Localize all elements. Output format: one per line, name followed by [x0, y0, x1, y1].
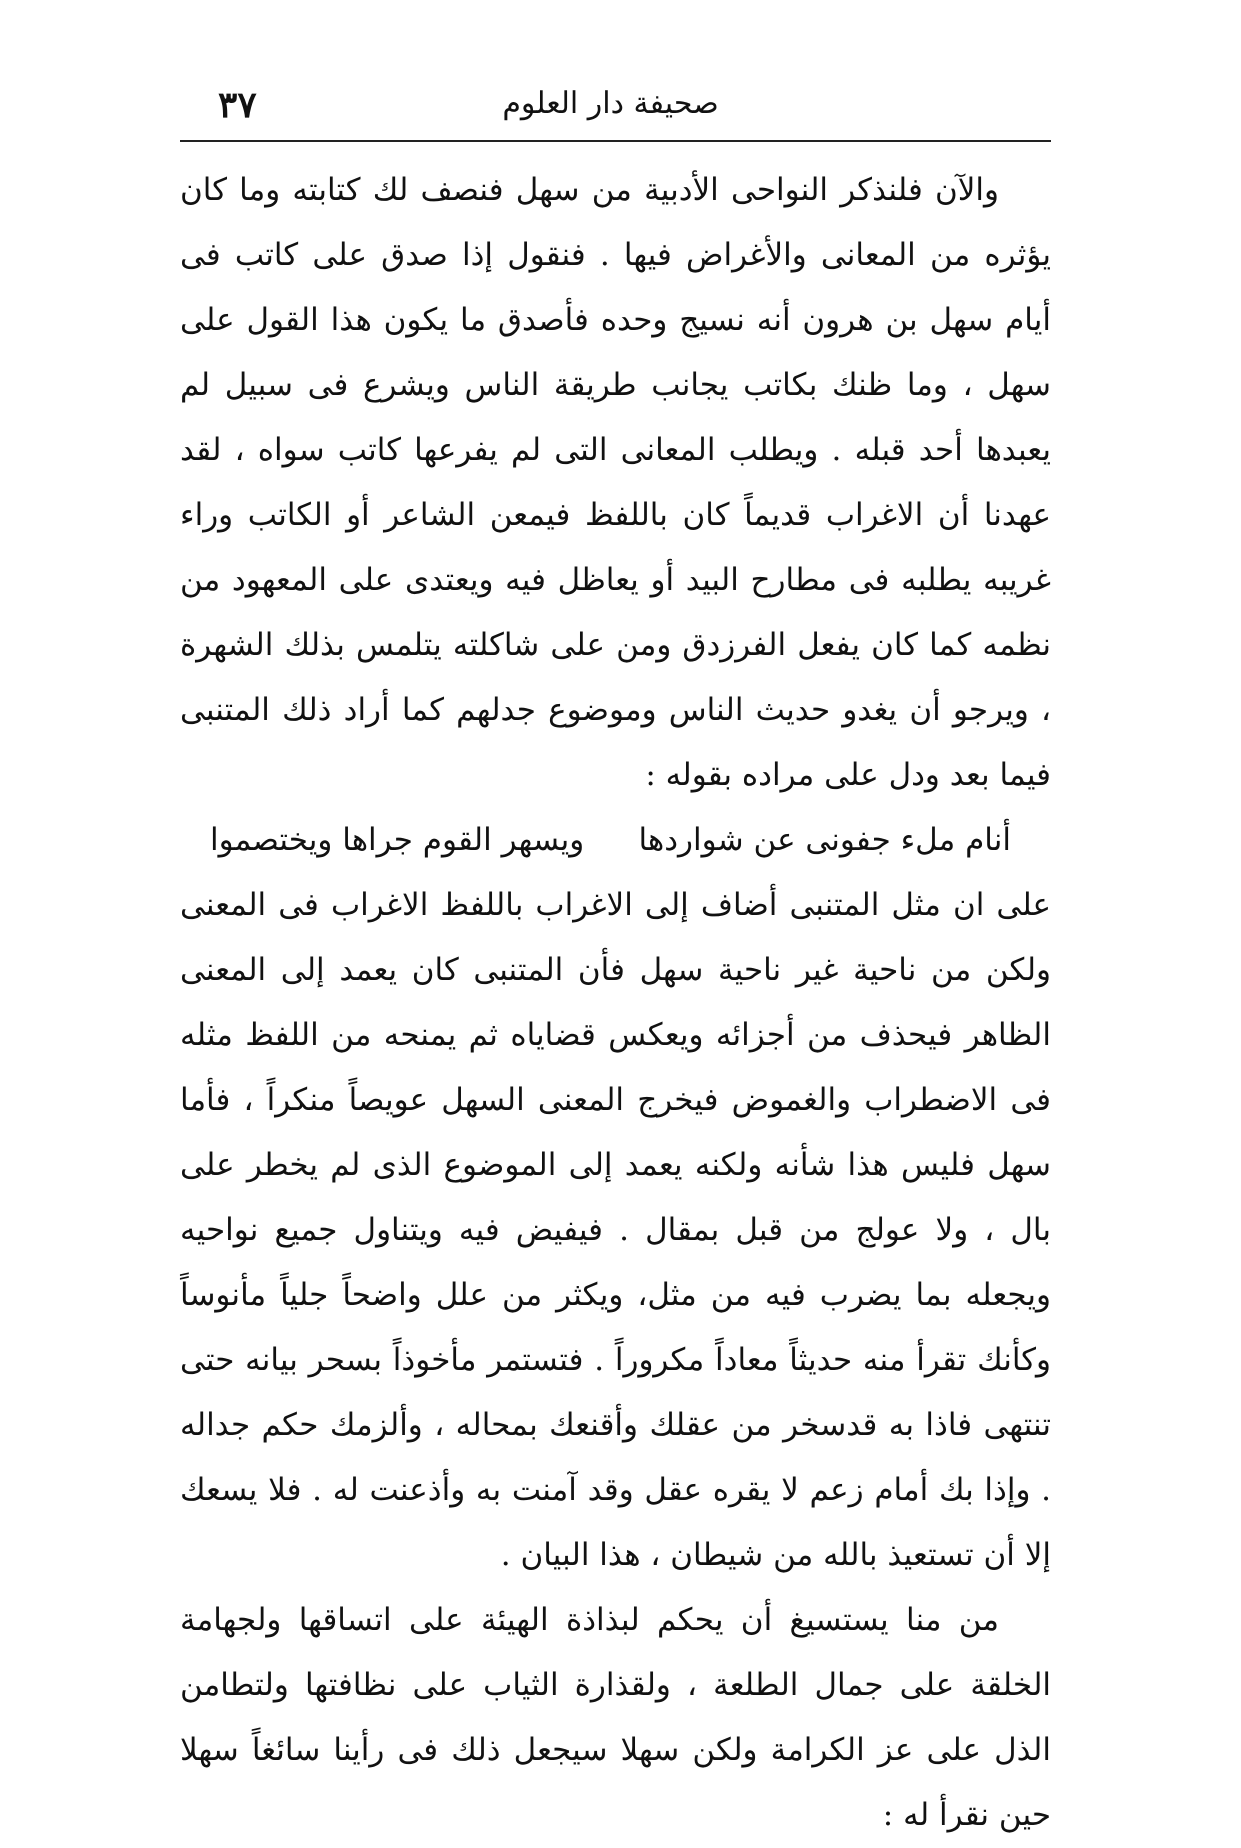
verse-second-hemistich: ويسهر القوم جراها ويختصموا	[210, 822, 585, 858]
paragraph: على ان مثل المتنبى أضاف إلى الاغراب باللفظ الاغراب فى المعنى ولكن من ناحية غير ناحية سهل فأن المتنبى كان يعمد إلى المعنى الظاهر فيحذف من أجزائه ويعكس قضاياه ثم يمنحه من اللفظ مثله فى الاضطراب والغموض فيخرج المعنى السهل عويصاً منكراً ، فأما سهل فليس هذا شأنه ولكنه يعمد إلى الموضوع الذى لم يخطر على بال ، ولا عولج من قبل بمقال . فيفيض فيه ويتناول جميع نواحيه ويجعله بما يضرب فيه من مثل، ويكثر من علل واضحاً جلياً مأنوساً وكأنك تقرأ منه حديثاً معاداً مكروراً . فتستمر مأخوذاً بسحر بيانه حتى تنتهى فاذا به قدسخر من عقلك وأقنعك بمحاله ، وألزمك حكم جداله . وإذا بك أمام زعم لا يقره عقل وقد آمنت به وأذعنت له . فلا يسعك إلا أن تستعيذ بالله من شيطان ، هذا البيان .	[180, 887, 1051, 1573]
verse-line	[180, 808, 1051, 873]
page-header	[170, 80, 1051, 132]
paragraph: من منا يستسيغ أن يحكم لبذاذة الهيئة على اتساقها ولجهامة الخلقة على جمال الطلعة ، ولقذارة الثياب على نظافتها ولتطامن الذل على عز الكرامة ولكن سهلا سيجعل ذلك فى رأينا سائغاً سهلا حين نقرأ له :	[180, 1602, 1051, 1833]
body-text	[180, 158, 1051, 1848]
paragraph: والآن فلنذكر النواحى الأدبية من سهل فنصف لك كتابته وما كان يؤثره من المعانى والأغراض فيها . فنقول إذا صدق على كاتب فى أيام سهل بن هرون أنه نسيج وحده فأصدق ما يكون هذا القول على سهل ، وما ظنك بكاتب يجانب طريقة الناس ويشرع فى سبيل لم يعبدها أحد قبله . ويطلب المعانى التى لم يفرعها كاتب سواه ، لقد عهدنا أن الاغراب قديماً كان باللفظ فيمعن الشاعر أو الكاتب وراء غريبه يطلبه فى مطارح البيد أو يعاظل فيه ويعتدى على المعهود من نظمه كما كان يفعل الفرزدق ومن على شاكلته يتلمس بذلك الشهرة ، ويرجو أن يغدو حديث الناس وموضوع جدلهم كما أراد ذلك المتنبى فيما بعد ودل على مراده بقوله :	[180, 172, 1051, 793]
verse-first-hemistich: أنام ملء جفونى عن شواردها	[638, 822, 1011, 858]
running-title: صحيفة دار العلوم	[502, 86, 719, 121]
page-number: ٣٧	[218, 84, 257, 126]
header-rule	[180, 140, 1051, 142]
